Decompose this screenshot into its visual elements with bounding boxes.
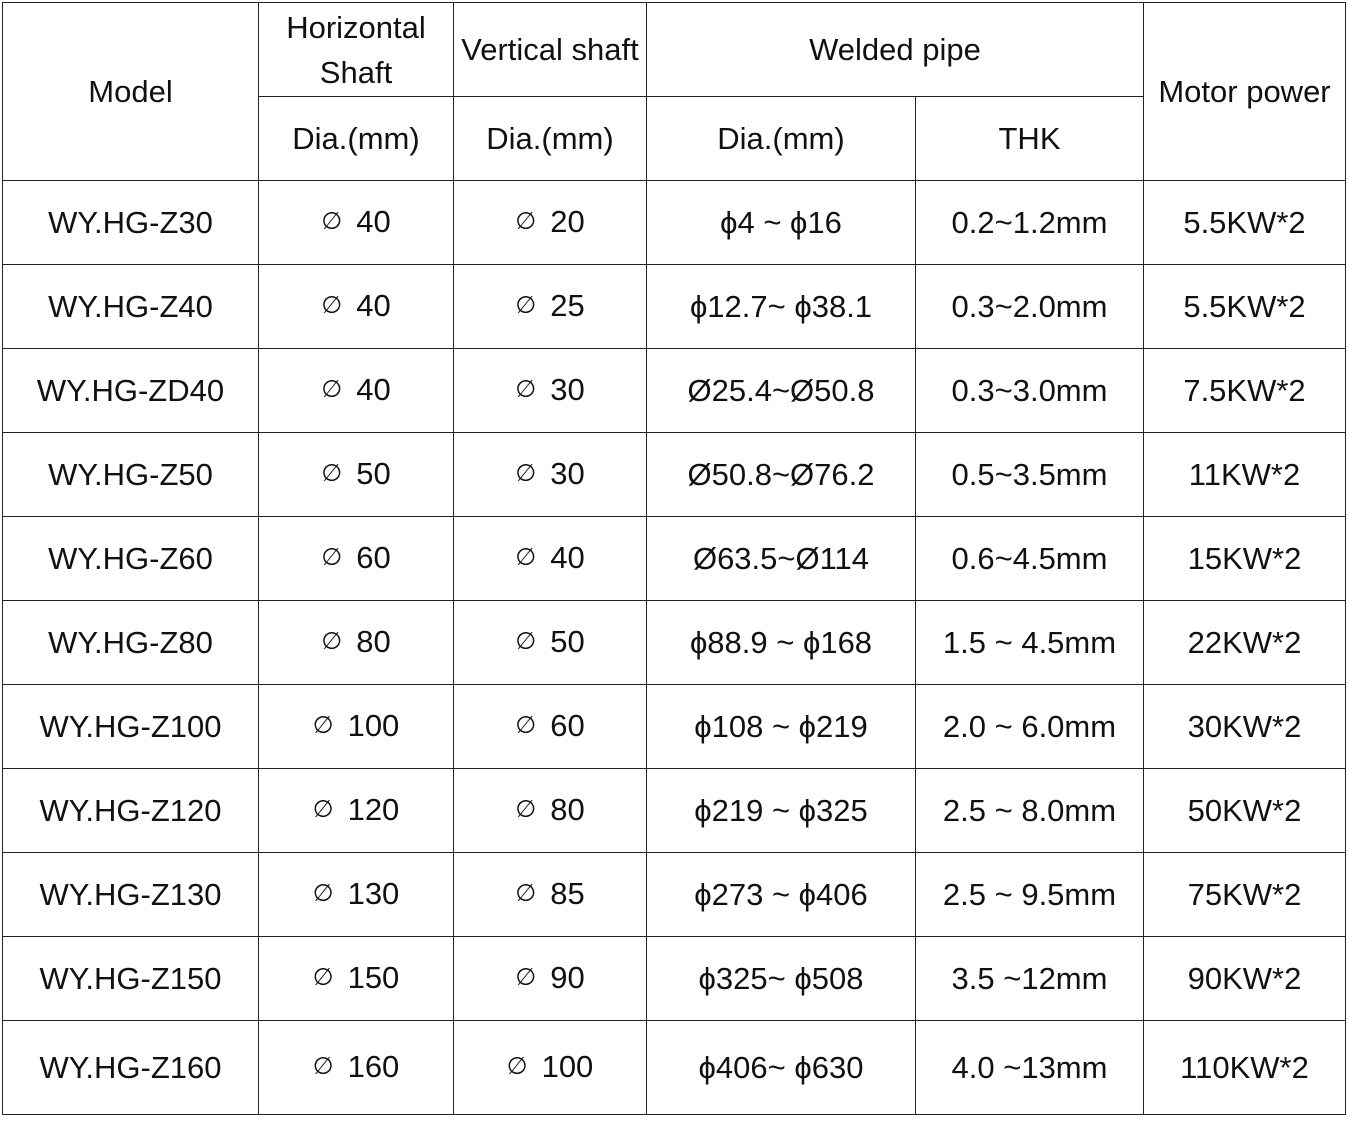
table-row [3, 685, 1346, 769]
cell-model: WY.HG-Z60 [3, 517, 259, 601]
cell-pipe-dia: ϕ219 ~ ϕ325 [647, 769, 916, 853]
cell-pipe-dia: Ø50.8~Ø76.2 [647, 433, 916, 517]
cell-vertical-shaft [454, 1021, 647, 1115]
cell-model: WY.HG-Z120 [3, 769, 259, 853]
diameter-icon: ∅ [515, 627, 537, 655]
table-row [3, 517, 1346, 601]
cell-vertical-shaft-value: 30 [550, 371, 585, 407]
cell-pipe-dia: ϕ88.9 ~ ϕ168 [647, 601, 916, 685]
cell-horizontal-shaft [259, 853, 454, 937]
cell-model: WY.HG-Z150 [3, 937, 259, 1021]
cell-vertical-shaft [454, 685, 647, 769]
spec-table [2, 2, 1346, 1115]
cell-motor-power: 30KW*2 [1144, 685, 1346, 769]
cell-pipe-dia: ϕ325~ ϕ508 [647, 937, 916, 1021]
cell-motor-power: 15KW*2 [1144, 517, 1346, 601]
table-row [3, 1021, 1346, 1115]
cell-thk: 0.3~3.0mm [916, 349, 1144, 433]
cell-thk: 1.5 ~ 4.5mm [916, 601, 1144, 685]
table-body [3, 181, 1346, 1115]
cell-horizontal-shaft-value: 40 [356, 203, 391, 239]
header-vertical-dia: Dia.(mm) [454, 97, 647, 181]
cell-vertical-shaft-value: 100 [541, 1048, 594, 1084]
diameter-icon: ∅ [321, 543, 343, 571]
cell-thk: 0.5~3.5mm [916, 433, 1144, 517]
diameter-icon: ∅ [312, 711, 334, 739]
cell-thk: 4.0 ~13mm [916, 1021, 1144, 1115]
cell-vertical-shaft [454, 937, 647, 1021]
cell-horizontal-shaft [259, 433, 454, 517]
cell-vertical-shaft-value: 25 [550, 287, 585, 323]
cell-horizontal-shaft-value: 100 [347, 707, 400, 743]
table-header [3, 3, 1346, 181]
cell-vertical-shaft-value: 60 [550, 707, 585, 743]
cell-model: WY.HG-Z80 [3, 601, 259, 685]
header-pipe-dia: Dia.(mm) [647, 97, 916, 181]
cell-vertical-shaft [454, 349, 647, 433]
cell-motor-power: 5.5KW*2 [1144, 265, 1346, 349]
cell-thk: 2.5 ~ 9.5mm [916, 853, 1144, 937]
cell-vertical-shaft-value: 85 [550, 875, 585, 911]
cell-vertical-shaft [454, 517, 647, 601]
cell-horizontal-shaft-value: 60 [356, 539, 391, 575]
cell-motor-power: 7.5KW*2 [1144, 349, 1346, 433]
cell-model: WY.HG-ZD40 [3, 349, 259, 433]
cell-motor-power: 5.5KW*2 [1144, 181, 1346, 265]
cell-vertical-shaft [454, 853, 647, 937]
cell-thk: 0.6~4.5mm [916, 517, 1144, 601]
table-row [3, 937, 1346, 1021]
cell-motor-power: 22KW*2 [1144, 601, 1346, 685]
diameter-icon: ∅ [515, 879, 537, 907]
table-row [3, 853, 1346, 937]
cell-pipe-dia: ϕ4 ~ ϕ16 [647, 181, 916, 265]
cell-vertical-shaft [454, 769, 647, 853]
cell-horizontal-shaft [259, 1021, 454, 1115]
diameter-icon: ∅ [321, 627, 343, 655]
diameter-icon: ∅ [515, 459, 537, 487]
cell-pipe-dia: ϕ108 ~ ϕ219 [647, 685, 916, 769]
diameter-icon: ∅ [515, 543, 537, 571]
cell-pipe-dia: ϕ273 ~ ϕ406 [647, 853, 916, 937]
header-model: Model [3, 3, 259, 181]
cell-horizontal-shaft-value: 120 [347, 791, 400, 827]
cell-model: WY.HG-Z160 [3, 1021, 259, 1115]
diameter-icon: ∅ [515, 963, 537, 991]
cell-pipe-dia: ϕ406~ ϕ630 [647, 1021, 916, 1115]
header-welded-pipe: Welded pipe [647, 3, 1144, 97]
cell-horizontal-shaft [259, 349, 454, 433]
header-thk: THK [916, 97, 1144, 181]
cell-vertical-shaft-value: 50 [550, 623, 585, 659]
header-motor-power: Motor power [1144, 3, 1346, 181]
cell-horizontal-shaft [259, 517, 454, 601]
cell-horizontal-shaft-value: 50 [356, 455, 391, 491]
diameter-icon: ∅ [312, 879, 334, 907]
cell-thk: 0.3~2.0mm [916, 265, 1144, 349]
cell-vertical-shaft-value: 90 [550, 959, 585, 995]
cell-thk: 3.5 ~12mm [916, 937, 1144, 1021]
table-row [3, 601, 1346, 685]
cell-horizontal-shaft-value: 80 [356, 623, 391, 659]
cell-model: WY.HG-Z40 [3, 265, 259, 349]
diameter-icon: ∅ [321, 207, 343, 235]
diameter-icon: ∅ [515, 375, 537, 403]
table-row [3, 265, 1346, 349]
cell-thk: 2.0 ~ 6.0mm [916, 685, 1144, 769]
diameter-icon: ∅ [506, 1052, 528, 1080]
cell-vertical-shaft [454, 181, 647, 265]
cell-horizontal-shaft-value: 150 [347, 959, 400, 995]
cell-motor-power: 50KW*2 [1144, 769, 1346, 853]
diameter-icon: ∅ [515, 207, 537, 235]
cell-horizontal-shaft [259, 601, 454, 685]
cell-model: WY.HG-Z130 [3, 853, 259, 937]
diameter-icon: ∅ [515, 795, 537, 823]
cell-horizontal-shaft-value: 40 [356, 371, 391, 407]
cell-thk: 0.2~1.2mm [916, 181, 1144, 265]
cell-motor-power: 90KW*2 [1144, 937, 1346, 1021]
table-row [3, 181, 1346, 265]
cell-horizontal-shaft [259, 181, 454, 265]
diameter-icon: ∅ [312, 1052, 334, 1080]
cell-model: WY.HG-Z100 [3, 685, 259, 769]
cell-model: WY.HG-Z50 [3, 433, 259, 517]
cell-motor-power: 75KW*2 [1144, 853, 1346, 937]
table-row [3, 433, 1346, 517]
cell-horizontal-shaft-value: 40 [356, 287, 391, 323]
cell-horizontal-shaft-value: 130 [347, 875, 400, 911]
cell-vertical-shaft [454, 433, 647, 517]
cell-horizontal-shaft [259, 265, 454, 349]
header-vertical-shaft: Vertical shaft [454, 3, 647, 97]
header-horizontal-dia: Dia.(mm) [259, 97, 454, 181]
cell-vertical-shaft [454, 601, 647, 685]
diameter-icon: ∅ [515, 711, 537, 739]
diameter-icon: ∅ [321, 375, 343, 403]
cell-horizontal-shaft [259, 769, 454, 853]
cell-horizontal-shaft [259, 685, 454, 769]
diameter-icon: ∅ [321, 291, 343, 319]
diameter-icon: ∅ [321, 459, 343, 487]
cell-thk: 2.5 ~ 8.0mm [916, 769, 1144, 853]
cell-pipe-dia: Ø63.5~Ø114 [647, 517, 916, 601]
cell-vertical-shaft [454, 265, 647, 349]
table-row [3, 349, 1346, 433]
diameter-icon: ∅ [515, 291, 537, 319]
cell-motor-power: 110KW*2 [1144, 1021, 1346, 1115]
cell-horizontal-shaft-value: 160 [347, 1048, 400, 1084]
cell-motor-power: 11KW*2 [1144, 433, 1346, 517]
cell-vertical-shaft-value: 30 [550, 455, 585, 491]
diameter-icon: ∅ [312, 963, 334, 991]
cell-pipe-dia: ϕ12.7~ ϕ38.1 [647, 265, 916, 349]
header-horizontal-shaft: Horizontal Shaft [259, 3, 454, 97]
cell-vertical-shaft-value: 80 [550, 791, 585, 827]
diameter-icon: ∅ [312, 795, 334, 823]
cell-horizontal-shaft [259, 937, 454, 1021]
cell-pipe-dia: Ø25.4~Ø50.8 [647, 349, 916, 433]
cell-model: WY.HG-Z30 [3, 181, 259, 265]
cell-vertical-shaft-value: 20 [550, 203, 585, 239]
table-row [3, 769, 1346, 853]
cell-vertical-shaft-value: 40 [550, 539, 585, 575]
